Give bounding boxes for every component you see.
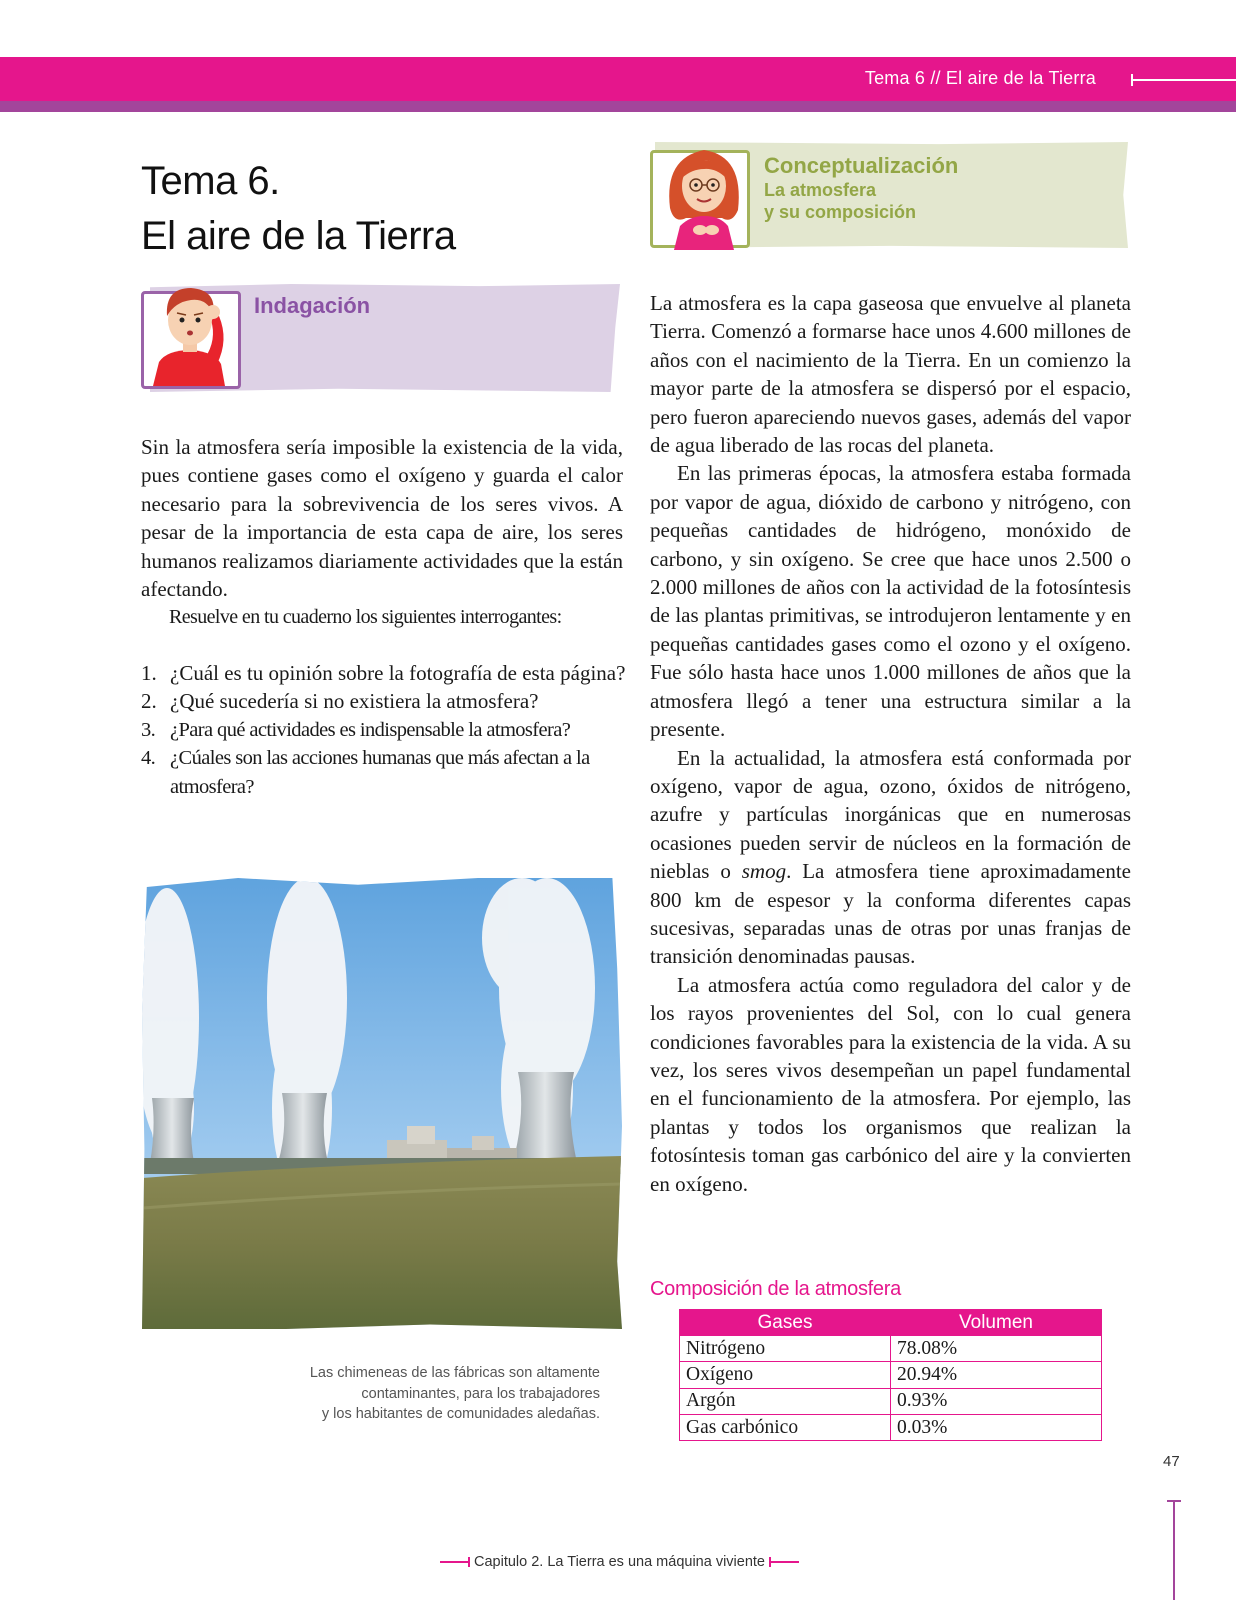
table-cell: 0.03% bbox=[891, 1414, 1102, 1440]
footer bbox=[440, 1551, 799, 1573]
footer-chapter-title: La Tierra es una máquina viviente bbox=[547, 1554, 765, 1570]
table-row bbox=[680, 1388, 1102, 1414]
paragraph: La atmosfera es la capa gaseosa que envuelve al planeta Tierra. Comenzó a formarse hace unos 4.600 millones de años con el nacimiento de la Tierra. En un comienzo la mayor parte de la atmosfera se dispersó por el espacio, pero fueron apareciendo nuevos gases, además del vapor de agua liberado de las rocas del planeta. bbox=[650, 291, 1131, 458]
table-cell: Gas carbónico bbox=[680, 1414, 891, 1440]
teacher-girl-icon bbox=[660, 138, 750, 250]
question-item: 2. ¿Qué sucedería si no existiera la atmosfera? bbox=[141, 689, 539, 714]
footer-text bbox=[470, 1554, 769, 1570]
column-header: Volumen bbox=[891, 1310, 1102, 1336]
header-rule bbox=[1133, 79, 1236, 81]
composition-table bbox=[679, 1309, 1102, 1441]
question-item: 3. ¿Para qué actividades es indispensable la atmosfera? bbox=[141, 718, 571, 741]
conceptualizacion-text bbox=[650, 289, 1131, 1198]
column-header: Gases bbox=[680, 1310, 891, 1336]
table-row bbox=[680, 1414, 1102, 1440]
subtitle-line1: La atmosfera bbox=[764, 180, 877, 200]
page-number: 47 bbox=[1163, 1453, 1180, 1470]
table-cell: Nitrógeno bbox=[680, 1336, 891, 1362]
cooling-towers-photo bbox=[142, 878, 622, 1329]
table-cell: 78.08% bbox=[891, 1336, 1102, 1362]
indagacion-label: Indagación bbox=[254, 293, 371, 318]
indagacion-intro: Sin la atmosfera sería imposible la existencia de la vida, pues contiene gases como el oxígeno y guarda el calor necesario para la sobrevivencia de los seres vivos. A pesar de la importancia de esta capa de aire, los seres humanos realizamos diariamente actividades que la están afectando. bbox=[141, 435, 623, 602]
table-cell: Oxígeno bbox=[680, 1362, 891, 1388]
page-title-line2: El aire de la Tierra bbox=[141, 214, 456, 258]
footer-chapter: Capitulo 2. bbox=[474, 1554, 544, 1570]
conceptualizacion-subtitle bbox=[764, 179, 916, 223]
footer-rule-right bbox=[771, 1561, 799, 1563]
photo-caption: Las chimeneas de las fábricas son altamente contaminantes, para los trabajadores y los habitantes de comunidades aledañas. bbox=[309, 1365, 600, 1422]
question-list bbox=[141, 659, 631, 801]
table-cell: 0.93% bbox=[891, 1388, 1102, 1414]
question-item: 1. ¿Cuál es tu opinión sobre la fotografía de esta página? bbox=[141, 661, 626, 685]
running-title: Tema 6 // El aire de la Tierra bbox=[864, 68, 1096, 88]
header-band-stripe bbox=[0, 101, 1236, 112]
page-title-line1: Tema 6. bbox=[141, 159, 280, 203]
table-cell: Argón bbox=[680, 1388, 891, 1414]
table-header-row bbox=[680, 1310, 1102, 1336]
thinking-boy-icon bbox=[145, 280, 241, 386]
question-item: 4. ¿Cúales son las acciones humanas que más afectan a la atmosfera? bbox=[141, 747, 590, 798]
subtitle-line2: y su composición bbox=[764, 202, 917, 222]
table-title: Composición de la atmosfera bbox=[650, 1278, 901, 1300]
table-row bbox=[680, 1336, 1102, 1362]
paragraph: En la actualidad, la atmosfera está conformada por oxígeno, vapor de agua, ozono, óxidos de nitrógeno, azufre y partículas inorgánicas que en numerosas ocasiones pueden servir de núcleos en la formación de nieblas o smog. La atmosfera tiene aproximadamente 800 km de espesor y la conforma diferentes capas sucesivas, separadas unas de otras por unas franjas de transición denominadas pausas. bbox=[650, 745, 1132, 969]
table-row bbox=[680, 1362, 1102, 1388]
conceptualizacion-label: Conceptualización bbox=[764, 153, 959, 178]
table-cell: 20.94% bbox=[891, 1362, 1102, 1388]
paragraph: La atmosfera actúa como reguladora del calor y de los rayos provenientes del Sol, con lo cual genera condiciones favorables para la existencia de la vida. A su vez, los seres vivos desempeñan un papel fundamental en el funcionamiento de la atmosfera. Por ejemplo, las plantas y todos los organismos que realizan la fotosíntesis toman gas carbónico del aire y la convierten en oxígeno. bbox=[650, 972, 1131, 1196]
page-bracket-line bbox=[1173, 1500, 1175, 1600]
indagacion-instruction: Resuelve en tu cuaderno los siguientes interrogantes: bbox=[169, 606, 562, 628]
paragraph: En las primeras épocas, la atmosfera estaba formada por vapor de agua, dióxido de carbono y nitrógeno, con pequeñas cantidades de hidrógeno, monóxido de carbono, y sin oxígeno. Se cree que hace unos 2.500 o 2.000 millones de años con la actividad de la fotosíntesis de las plantas primitivas, se introdujeron lentamente y en pequeñas cantidades gases como el ozono y el oxígeno. Fue sólo hasta hace unos 1.000 millones de años que la atmosfera llegó a tener una estructura similar a la presente. bbox=[650, 461, 1131, 742]
footer-rule-left bbox=[440, 1561, 468, 1563]
